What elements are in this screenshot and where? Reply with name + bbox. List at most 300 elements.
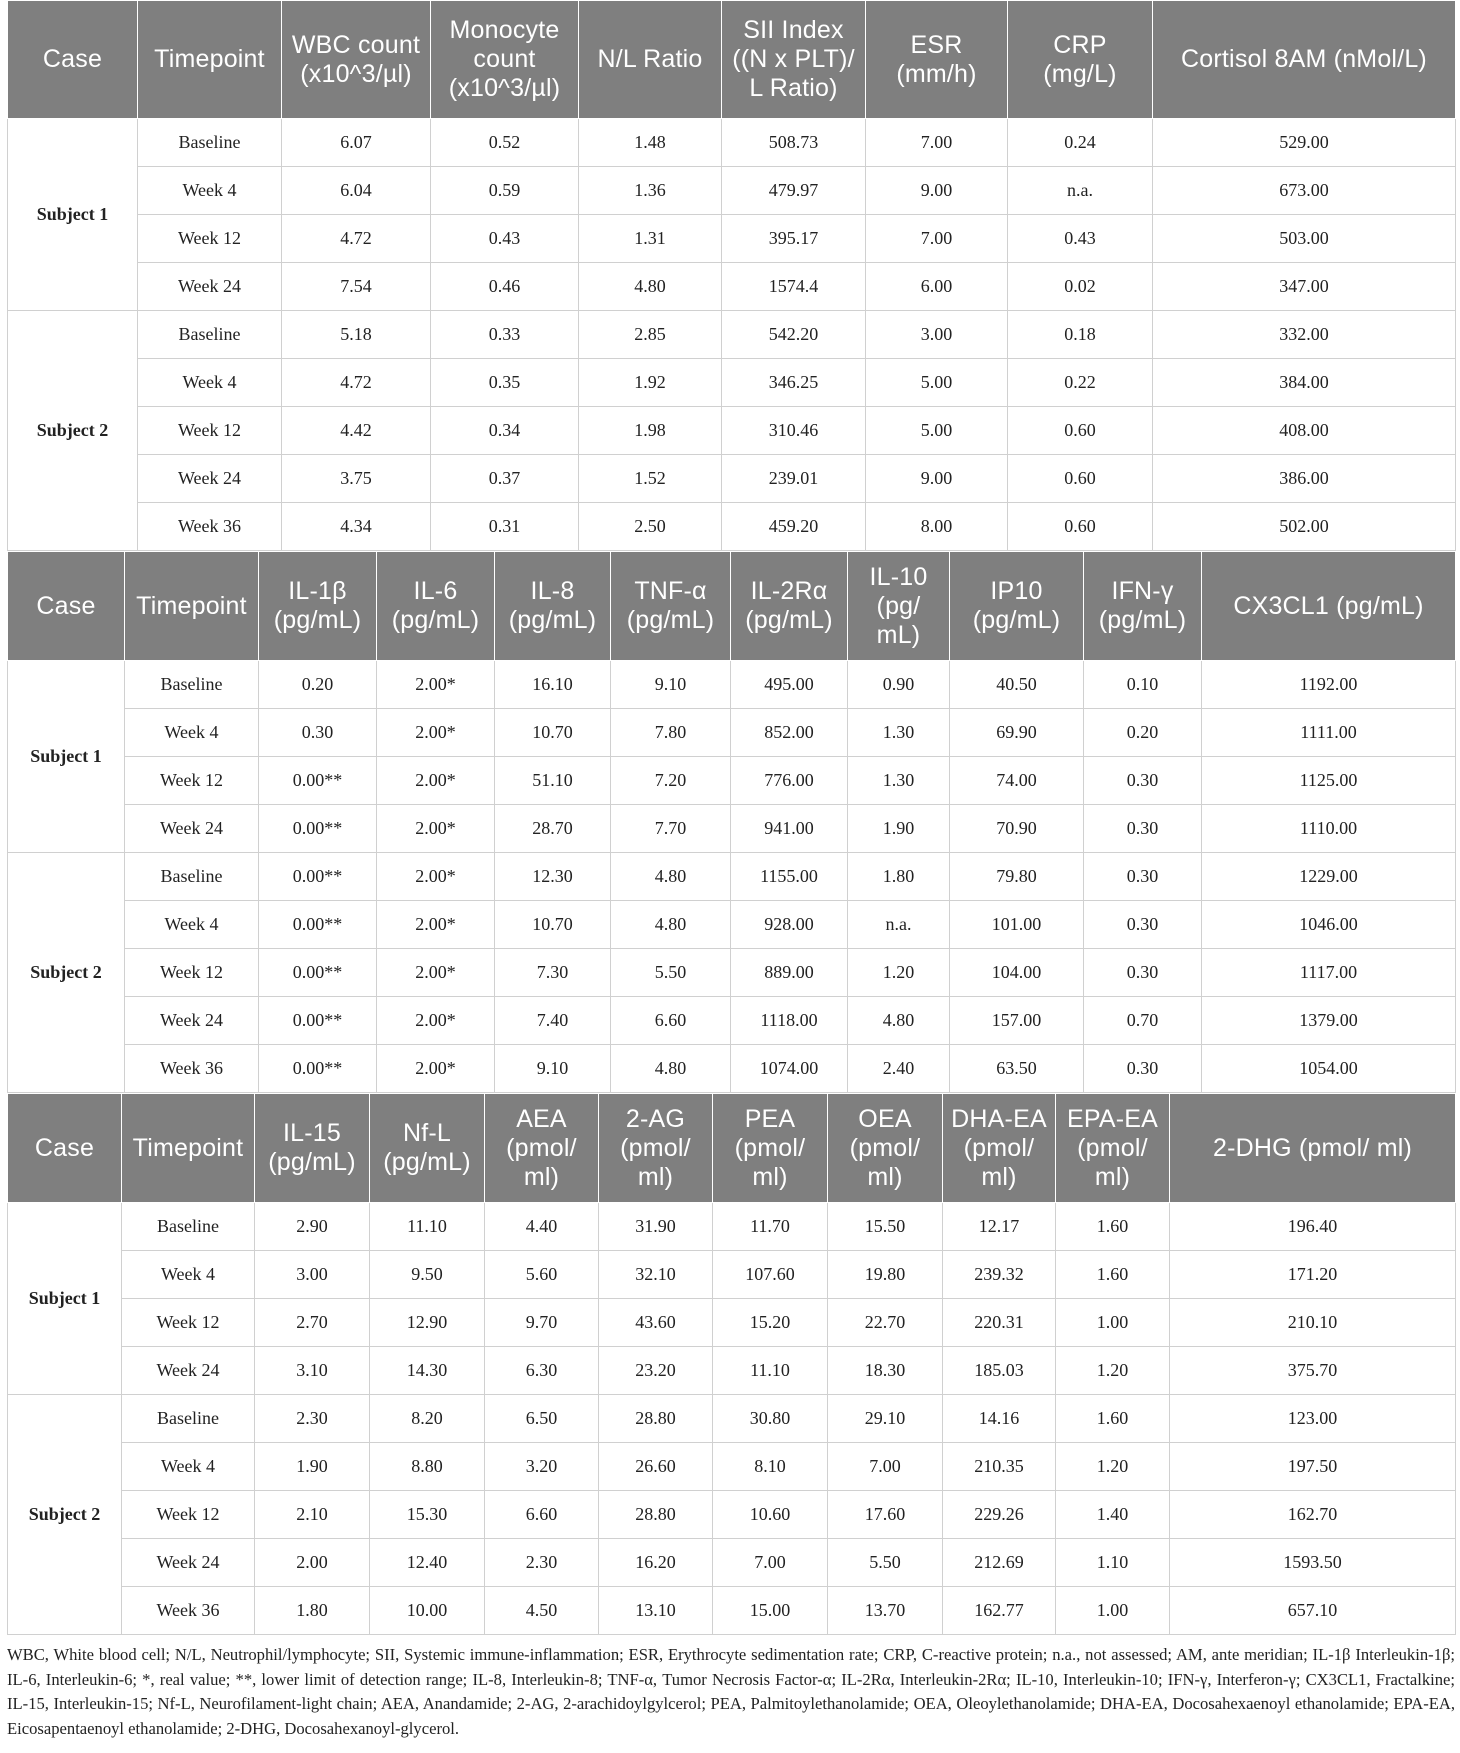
value-cell: 2.90 bbox=[255, 1203, 370, 1251]
value-cell: 0.00** bbox=[259, 1045, 377, 1093]
value-cell: 43.60 bbox=[599, 1299, 713, 1347]
table-row bbox=[8, 853, 1456, 901]
value-cell: 123.00 bbox=[1170, 1395, 1456, 1443]
table-row bbox=[8, 359, 1456, 407]
value-cell: n.a. bbox=[848, 901, 950, 949]
timepoint-cell: Week 24 bbox=[138, 455, 282, 503]
value-cell: 1192.00 bbox=[1202, 661, 1456, 709]
value-cell: 0.02 bbox=[1008, 263, 1153, 311]
timepoint-cell: Week 24 bbox=[122, 1539, 255, 1587]
column-header-pea-pmol-ml: PEA (pmol/ ml) bbox=[713, 1094, 828, 1203]
value-cell: 9.00 bbox=[866, 167, 1008, 215]
column-header-ifn-pg-ml: IFN-γ (pg/mL) bbox=[1084, 552, 1202, 661]
column-header-cortisol-8am-nmol-l: Cortisol 8AM (nMol/L) bbox=[1153, 1, 1456, 119]
header-row bbox=[8, 1, 1456, 119]
value-cell: 16.20 bbox=[599, 1539, 713, 1587]
value-cell: 1074.00 bbox=[731, 1045, 848, 1093]
value-cell: 0.00** bbox=[259, 757, 377, 805]
value-cell: 1110.00 bbox=[1202, 805, 1456, 853]
value-cell: 6.00 bbox=[866, 263, 1008, 311]
value-cell: 395.17 bbox=[722, 215, 866, 263]
value-cell: 107.60 bbox=[713, 1251, 828, 1299]
value-cell: 408.00 bbox=[1153, 407, 1456, 455]
value-cell: 10.70 bbox=[495, 901, 611, 949]
value-cell: 15.30 bbox=[370, 1491, 485, 1539]
value-cell: 31.90 bbox=[599, 1203, 713, 1251]
value-cell: 928.00 bbox=[731, 901, 848, 949]
value-cell: 0.59 bbox=[431, 167, 579, 215]
timepoint-cell: Week 4 bbox=[122, 1251, 255, 1299]
value-cell: 5.50 bbox=[611, 949, 731, 997]
value-cell: 0.00** bbox=[259, 997, 377, 1045]
value-cell: 3.00 bbox=[255, 1251, 370, 1299]
value-cell: 2.00* bbox=[377, 1045, 495, 1093]
table-row bbox=[8, 757, 1456, 805]
value-cell: 28.70 bbox=[495, 805, 611, 853]
value-cell: 375.70 bbox=[1170, 1347, 1456, 1395]
table-row bbox=[8, 407, 1456, 455]
case-label: Subject 2 bbox=[8, 311, 138, 551]
value-cell: 0.20 bbox=[259, 661, 377, 709]
value-cell: 6.07 bbox=[282, 119, 431, 167]
value-cell: 7.80 bbox=[611, 709, 731, 757]
timepoint-cell: Week 12 bbox=[122, 1491, 255, 1539]
value-cell: 1054.00 bbox=[1202, 1045, 1456, 1093]
value-cell: 7.00 bbox=[713, 1539, 828, 1587]
value-cell: 3.10 bbox=[255, 1347, 370, 1395]
table-footnote: WBC, White blood cell; N/L, Neutrophil/lymphocyte; SII, Systemic immune-inflammation; ESR, Erythrocyte sedimentation rate; CRP, C-reactive protein; n.a., not assessed; AM, ante meridian; IL-1β Interleukin-1β; IL-6, Interleukin-6; *, real value; **, lower limit of detection range; IL-8, Interleukin-8; TNF-α, Tumor Necrosis Factor-α; IL-2Rα, Interleukin-2Rα; IL-10, Interleukin-10; IFN-γ, Interferon-γ; CX3CL1, Fractalkine; IL-15, Interleukin-15; Nf-L, Neurofilament-light chain; AEA, Anandamide; 2-AG, 2-arachidoylgylcerol; PEA, Palmitoylethanolamide; OEA, Oleoylethanolamide; DHA-EA, Docosahexaenoyl ethanolamide; EPA-EA, Eicosapentaenoyl ethanolamide; 2-DHG, Docosahexanoyl-glycerol. bbox=[7, 1645, 1455, 1738]
value-cell: 74.00 bbox=[950, 757, 1084, 805]
value-cell: 10.70 bbox=[495, 709, 611, 757]
value-cell: 7.00 bbox=[866, 215, 1008, 263]
value-cell: 16.10 bbox=[495, 661, 611, 709]
timepoint-cell: Week 24 bbox=[138, 263, 282, 311]
value-cell: 4.42 bbox=[282, 407, 431, 455]
timepoint-cell: Week 12 bbox=[125, 757, 259, 805]
value-cell: 2.30 bbox=[255, 1395, 370, 1443]
column-header-il-8-pg-ml: IL-8 (pg/mL) bbox=[495, 552, 611, 661]
value-cell: 1574.4 bbox=[722, 263, 866, 311]
table-row bbox=[8, 1045, 1456, 1093]
value-cell: 508.73 bbox=[722, 119, 866, 167]
value-cell: 10.00 bbox=[370, 1587, 485, 1635]
value-cell: 0.20 bbox=[1084, 709, 1202, 757]
value-cell: 529.00 bbox=[1153, 119, 1456, 167]
column-header-crp-mg-l: CRP (mg/L) bbox=[1008, 1, 1153, 119]
value-cell: 1.52 bbox=[579, 455, 722, 503]
value-cell: 9.10 bbox=[611, 661, 731, 709]
table-row bbox=[8, 1347, 1456, 1395]
value-cell: 2.00* bbox=[377, 901, 495, 949]
column-header-monocyte-count-x10-3-l: Monocyte count (x10^3/µl) bbox=[431, 1, 579, 119]
column-header-wbc-count-x10-3-l: WBC count (x10^3/µl) bbox=[282, 1, 431, 119]
value-cell: 7.40 bbox=[495, 997, 611, 1045]
value-cell: 7.30 bbox=[495, 949, 611, 997]
value-cell: 1.60 bbox=[1056, 1203, 1170, 1251]
value-cell: 386.00 bbox=[1153, 455, 1456, 503]
header-row bbox=[8, 1094, 1456, 1203]
value-cell: 1.48 bbox=[579, 119, 722, 167]
value-cell: 1.60 bbox=[1056, 1251, 1170, 1299]
value-cell: 4.72 bbox=[282, 359, 431, 407]
timepoint-cell: Baseline bbox=[138, 311, 282, 359]
value-cell: 2.00* bbox=[377, 661, 495, 709]
value-cell: 479.97 bbox=[722, 167, 866, 215]
value-cell: 495.00 bbox=[731, 661, 848, 709]
value-cell: 12.40 bbox=[370, 1539, 485, 1587]
value-cell: 1379.00 bbox=[1202, 997, 1456, 1045]
column-header-case: Case bbox=[8, 1094, 122, 1203]
value-cell: 0.90 bbox=[848, 661, 950, 709]
value-cell: 104.00 bbox=[950, 949, 1084, 997]
value-cell: 18.30 bbox=[828, 1347, 943, 1395]
value-cell: 12.90 bbox=[370, 1299, 485, 1347]
value-cell: 1.90 bbox=[255, 1443, 370, 1491]
value-cell: 0.34 bbox=[431, 407, 579, 455]
value-cell: 14.16 bbox=[943, 1395, 1056, 1443]
value-cell: 10.60 bbox=[713, 1491, 828, 1539]
value-cell: 459.20 bbox=[722, 503, 866, 551]
table-row bbox=[8, 119, 1456, 167]
value-cell: 1.90 bbox=[848, 805, 950, 853]
value-cell: 28.80 bbox=[599, 1491, 713, 1539]
column-header-il-15-pg-ml: IL-15 (pg/mL) bbox=[255, 1094, 370, 1203]
case-label: Subject 2 bbox=[8, 1395, 122, 1635]
timepoint-cell: Week 4 bbox=[138, 359, 282, 407]
column-header-case: Case bbox=[8, 552, 125, 661]
value-cell: 162.70 bbox=[1170, 1491, 1456, 1539]
value-cell: 210.35 bbox=[943, 1443, 1056, 1491]
value-cell: 51.10 bbox=[495, 757, 611, 805]
value-cell: 0.33 bbox=[431, 311, 579, 359]
column-header-dha-ea-pmol-ml: DHA-EA (pmol/ ml) bbox=[943, 1094, 1056, 1203]
value-cell: 8.00 bbox=[866, 503, 1008, 551]
column-header-n-l-ratio: N/L Ratio bbox=[579, 1, 722, 119]
column-header-tnf-pg-ml: TNF-α (pg/mL) bbox=[611, 552, 731, 661]
value-cell: 196.40 bbox=[1170, 1203, 1456, 1251]
tables-container bbox=[7, 0, 1455, 1635]
value-cell: 502.00 bbox=[1153, 503, 1456, 551]
value-cell: 503.00 bbox=[1153, 215, 1456, 263]
value-cell: 0.31 bbox=[431, 503, 579, 551]
value-cell: 0.30 bbox=[1084, 949, 1202, 997]
value-cell: 101.00 bbox=[950, 901, 1084, 949]
value-cell: 2.00* bbox=[377, 709, 495, 757]
value-cell: 0.43 bbox=[1008, 215, 1153, 263]
table-row bbox=[8, 709, 1456, 757]
value-cell: 1.20 bbox=[848, 949, 950, 997]
value-cell: 0.00** bbox=[259, 901, 377, 949]
value-cell: 1111.00 bbox=[1202, 709, 1456, 757]
value-cell: 1.20 bbox=[1056, 1443, 1170, 1491]
blood-markers-table bbox=[7, 0, 1456, 551]
table-row bbox=[8, 503, 1456, 551]
timepoint-cell: Week 12 bbox=[138, 215, 282, 263]
value-cell: 5.00 bbox=[866, 407, 1008, 455]
column-header-epa-ea-pmol-ml: EPA-EA (pmol/ ml) bbox=[1056, 1094, 1170, 1203]
column-header-timepoint: Timepoint bbox=[138, 1, 282, 119]
timepoint-cell: Week 36 bbox=[138, 503, 282, 551]
value-cell: 310.46 bbox=[722, 407, 866, 455]
value-cell: 0.52 bbox=[431, 119, 579, 167]
value-cell: 23.20 bbox=[599, 1347, 713, 1395]
value-cell: 2.00* bbox=[377, 853, 495, 901]
value-cell: 70.90 bbox=[950, 805, 1084, 853]
value-cell: 185.03 bbox=[943, 1347, 1056, 1395]
value-cell: 3.20 bbox=[485, 1443, 599, 1491]
value-cell: n.a. bbox=[1008, 167, 1153, 215]
value-cell: 12.17 bbox=[943, 1203, 1056, 1251]
value-cell: 239.32 bbox=[943, 1251, 1056, 1299]
column-header-case: Case bbox=[8, 1, 138, 119]
value-cell: 7.00 bbox=[866, 119, 1008, 167]
value-cell: 32.10 bbox=[599, 1251, 713, 1299]
column-header-oea-pmol-ml: OEA (pmol/ ml) bbox=[828, 1094, 943, 1203]
timepoint-cell: Baseline bbox=[138, 119, 282, 167]
value-cell: 1.30 bbox=[848, 757, 950, 805]
value-cell: 239.01 bbox=[722, 455, 866, 503]
value-cell: 8.10 bbox=[713, 1443, 828, 1491]
value-cell: 542.20 bbox=[722, 311, 866, 359]
value-cell: 17.60 bbox=[828, 1491, 943, 1539]
value-cell: 63.50 bbox=[950, 1045, 1084, 1093]
value-cell: 3.00 bbox=[866, 311, 1008, 359]
value-cell: 0.30 bbox=[1084, 757, 1202, 805]
timepoint-cell: Baseline bbox=[125, 853, 259, 901]
value-cell: 15.00 bbox=[713, 1587, 828, 1635]
value-cell: 852.00 bbox=[731, 709, 848, 757]
endocannabinoids-table bbox=[7, 1093, 1456, 1635]
value-cell: 0.30 bbox=[1084, 901, 1202, 949]
value-cell: 212.69 bbox=[943, 1539, 1056, 1587]
column-header-timepoint: Timepoint bbox=[122, 1094, 255, 1203]
value-cell: 13.70 bbox=[828, 1587, 943, 1635]
table-row bbox=[8, 1251, 1456, 1299]
timepoint-cell: Baseline bbox=[122, 1395, 255, 1443]
value-cell: 0.18 bbox=[1008, 311, 1153, 359]
value-cell: 8.20 bbox=[370, 1395, 485, 1443]
timepoint-cell: Week 24 bbox=[122, 1347, 255, 1395]
value-cell: 5.00 bbox=[866, 359, 1008, 407]
column-header-timepoint: Timepoint bbox=[125, 552, 259, 661]
value-cell: 4.80 bbox=[611, 1045, 731, 1093]
value-cell: 0.60 bbox=[1008, 407, 1153, 455]
value-cell: 8.80 bbox=[370, 1443, 485, 1491]
value-cell: 657.10 bbox=[1170, 1587, 1456, 1635]
value-cell: 2.50 bbox=[579, 503, 722, 551]
value-cell: 1.98 bbox=[579, 407, 722, 455]
value-cell: 1.20 bbox=[1056, 1347, 1170, 1395]
table-row bbox=[8, 167, 1456, 215]
value-cell: 0.30 bbox=[1084, 853, 1202, 901]
value-cell: 11.70 bbox=[713, 1203, 828, 1251]
value-cell: 2.10 bbox=[255, 1491, 370, 1539]
value-cell: 2.85 bbox=[579, 311, 722, 359]
value-cell: 0.30 bbox=[259, 709, 377, 757]
value-cell: 4.80 bbox=[611, 853, 731, 901]
value-cell: 4.80 bbox=[579, 263, 722, 311]
value-cell: 6.04 bbox=[282, 167, 431, 215]
value-cell: 0.60 bbox=[1008, 455, 1153, 503]
column-header-il-1-pg-ml: IL-1β (pg/mL) bbox=[259, 552, 377, 661]
value-cell: 1.60 bbox=[1056, 1395, 1170, 1443]
value-cell: 1229.00 bbox=[1202, 853, 1456, 901]
timepoint-cell: Week 24 bbox=[125, 805, 259, 853]
table-row bbox=[8, 455, 1456, 503]
table-row bbox=[8, 1299, 1456, 1347]
value-cell: 79.80 bbox=[950, 853, 1084, 901]
value-cell: 26.60 bbox=[599, 1443, 713, 1491]
value-cell: 9.70 bbox=[485, 1299, 599, 1347]
value-cell: 0.00** bbox=[259, 949, 377, 997]
table-row bbox=[8, 1395, 1456, 1443]
value-cell: 30.80 bbox=[713, 1395, 828, 1443]
timepoint-cell: Week 24 bbox=[125, 997, 259, 1045]
column-header-2-dhg-pmol-ml: 2-DHG (pmol/ ml) bbox=[1170, 1094, 1456, 1203]
value-cell: 384.00 bbox=[1153, 359, 1456, 407]
timepoint-cell: Week 36 bbox=[125, 1045, 259, 1093]
timepoint-cell: Week 12 bbox=[138, 407, 282, 455]
value-cell: 171.20 bbox=[1170, 1251, 1456, 1299]
table-row bbox=[8, 215, 1456, 263]
value-cell: 229.26 bbox=[943, 1491, 1056, 1539]
value-cell: 15.20 bbox=[713, 1299, 828, 1347]
table-row bbox=[8, 1443, 1456, 1491]
value-cell: 7.54 bbox=[282, 263, 431, 311]
case-label: Subject 1 bbox=[8, 119, 138, 311]
value-cell: 0.46 bbox=[431, 263, 579, 311]
value-cell: 2.00* bbox=[377, 757, 495, 805]
value-cell: 14.30 bbox=[370, 1347, 485, 1395]
value-cell: 4.50 bbox=[485, 1587, 599, 1635]
value-cell: 11.10 bbox=[713, 1347, 828, 1395]
table-row bbox=[8, 661, 1456, 709]
value-cell: 9.50 bbox=[370, 1251, 485, 1299]
table-row bbox=[8, 997, 1456, 1045]
value-cell: 1117.00 bbox=[1202, 949, 1456, 997]
value-cell: 941.00 bbox=[731, 805, 848, 853]
value-cell: 347.00 bbox=[1153, 263, 1456, 311]
value-cell: 776.00 bbox=[731, 757, 848, 805]
value-cell: 4.34 bbox=[282, 503, 431, 551]
value-cell: 197.50 bbox=[1170, 1443, 1456, 1491]
cytokines-table bbox=[7, 551, 1456, 1093]
timepoint-cell: Week 4 bbox=[125, 709, 259, 757]
column-header-sii-index-n-x-plt-l-ratio: SII Index ((N x PLT)/ L Ratio) bbox=[722, 1, 866, 119]
value-cell: 0.24 bbox=[1008, 119, 1153, 167]
timepoint-cell: Week 12 bbox=[122, 1299, 255, 1347]
value-cell: 2.30 bbox=[485, 1539, 599, 1587]
value-cell: 157.00 bbox=[950, 997, 1084, 1045]
value-cell: 22.70 bbox=[828, 1299, 943, 1347]
value-cell: 40.50 bbox=[950, 661, 1084, 709]
value-cell: 0.30 bbox=[1084, 1045, 1202, 1093]
value-cell: 2.40 bbox=[848, 1045, 950, 1093]
timepoint-cell: Week 4 bbox=[125, 901, 259, 949]
value-cell: 0.60 bbox=[1008, 503, 1153, 551]
table-row bbox=[8, 805, 1456, 853]
value-cell: 2.00* bbox=[377, 805, 495, 853]
value-cell: 0.00** bbox=[259, 805, 377, 853]
table-row bbox=[8, 311, 1456, 359]
value-cell: 1.00 bbox=[1056, 1299, 1170, 1347]
value-cell: 6.60 bbox=[485, 1491, 599, 1539]
timepoint-cell: Week 36 bbox=[122, 1587, 255, 1635]
value-cell: 5.60 bbox=[485, 1251, 599, 1299]
value-cell: 4.72 bbox=[282, 215, 431, 263]
value-cell: 2.70 bbox=[255, 1299, 370, 1347]
column-header-esr-mm-h: ESR (mm/h) bbox=[866, 1, 1008, 119]
value-cell: 0.22 bbox=[1008, 359, 1153, 407]
value-cell: 6.30 bbox=[485, 1347, 599, 1395]
case-label: Subject 1 bbox=[8, 1203, 122, 1395]
value-cell: 1118.00 bbox=[731, 997, 848, 1045]
value-cell: 5.18 bbox=[282, 311, 431, 359]
column-header-il-6-pg-ml: IL-6 (pg/mL) bbox=[377, 552, 495, 661]
value-cell: 4.80 bbox=[611, 901, 731, 949]
value-cell: 346.25 bbox=[722, 359, 866, 407]
value-cell: 0.43 bbox=[431, 215, 579, 263]
value-cell: 2.00 bbox=[255, 1539, 370, 1587]
value-cell: 69.90 bbox=[950, 709, 1084, 757]
value-cell: 210.10 bbox=[1170, 1299, 1456, 1347]
table-row bbox=[8, 263, 1456, 311]
value-cell: 220.31 bbox=[943, 1299, 1056, 1347]
value-cell: 7.70 bbox=[611, 805, 731, 853]
header-row bbox=[8, 552, 1456, 661]
value-cell: 1.40 bbox=[1056, 1491, 1170, 1539]
column-header-cx3cl1-pg-ml: CX3CL1 (pg/mL) bbox=[1202, 552, 1456, 661]
value-cell: 6.50 bbox=[485, 1395, 599, 1443]
table-row bbox=[8, 901, 1456, 949]
value-cell: 4.80 bbox=[848, 997, 950, 1045]
value-cell: 1.80 bbox=[848, 853, 950, 901]
value-cell: 0.70 bbox=[1084, 997, 1202, 1045]
column-header-il-2r-pg-ml: IL-2Rα (pg/mL) bbox=[731, 552, 848, 661]
value-cell: 9.00 bbox=[866, 455, 1008, 503]
column-header-il-10-pg-ml: IL-10 (pg/ mL) bbox=[848, 552, 950, 661]
value-cell: 0.00** bbox=[259, 853, 377, 901]
column-header-ip10-pg-ml: IP10 (pg/mL) bbox=[950, 552, 1084, 661]
table-row bbox=[8, 1491, 1456, 1539]
value-cell: 12.30 bbox=[495, 853, 611, 901]
value-cell: 28.80 bbox=[599, 1395, 713, 1443]
value-cell: 332.00 bbox=[1153, 311, 1456, 359]
value-cell: 3.75 bbox=[282, 455, 431, 503]
value-cell: 1.92 bbox=[579, 359, 722, 407]
timepoint-cell: Week 4 bbox=[138, 167, 282, 215]
value-cell: 673.00 bbox=[1153, 167, 1456, 215]
timepoint-cell: Week 4 bbox=[122, 1443, 255, 1491]
timepoint-cell: Baseline bbox=[122, 1203, 255, 1251]
value-cell: 1.80 bbox=[255, 1587, 370, 1635]
value-cell: 2.00* bbox=[377, 949, 495, 997]
value-cell: 2.00* bbox=[377, 997, 495, 1045]
timepoint-cell: Week 12 bbox=[125, 949, 259, 997]
value-cell: 19.80 bbox=[828, 1251, 943, 1299]
value-cell: 1125.00 bbox=[1202, 757, 1456, 805]
value-cell: 13.10 bbox=[599, 1587, 713, 1635]
value-cell: 5.50 bbox=[828, 1539, 943, 1587]
value-cell: 11.10 bbox=[370, 1203, 485, 1251]
table-row bbox=[8, 1587, 1456, 1635]
value-cell: 1593.50 bbox=[1170, 1539, 1456, 1587]
value-cell: 1.31 bbox=[579, 215, 722, 263]
value-cell: 6.60 bbox=[611, 997, 731, 1045]
value-cell: 0.30 bbox=[1084, 805, 1202, 853]
value-cell: 0.35 bbox=[431, 359, 579, 407]
table-row bbox=[8, 1539, 1456, 1587]
